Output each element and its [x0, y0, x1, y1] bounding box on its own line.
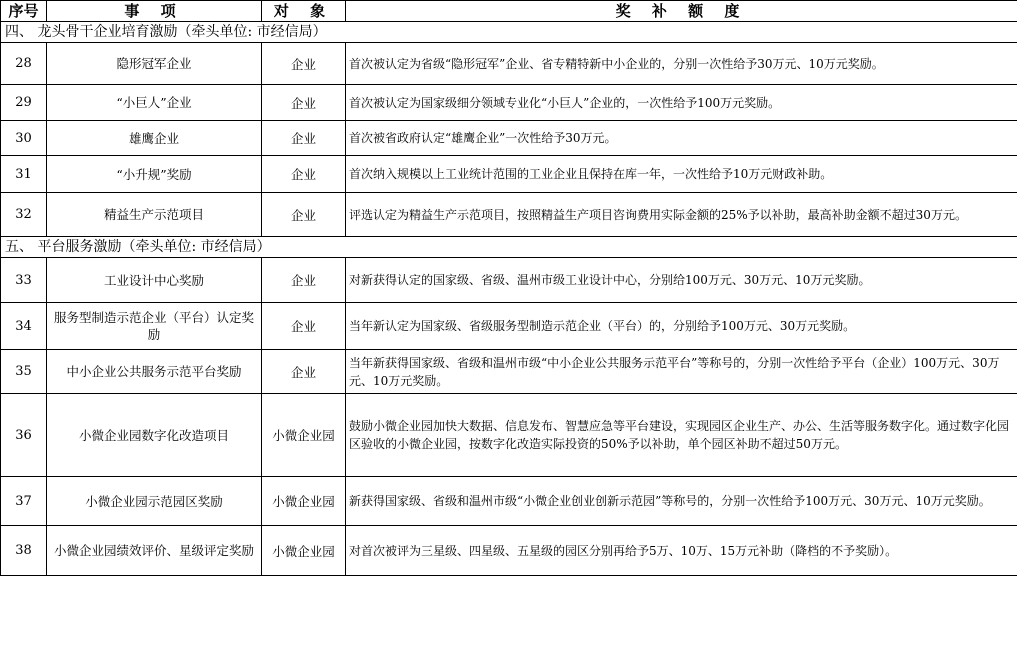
- row-object: 企业: [262, 43, 346, 85]
- row-number: 34: [1, 303, 47, 350]
- header-no: 序号: [1, 1, 47, 22]
- row-description: 首次被省政府认定“雄鹰企业”一次性给予30万元。: [346, 121, 1017, 156]
- table-row: [1, 526, 1017, 576]
- row-item: 工业设计中心奖励: [47, 258, 262, 303]
- row-object: 企业: [262, 156, 346, 193]
- row-description: 鼓励小微企业园加快大数据、信息发布、智慧应急等平台建设，实现园区企业生产、办公、生活等服务数字化。通过数字化园区验收的小微企业园，按数字化改造实际投资的50%予以补助，单个园区补助不超过50万元。: [346, 394, 1017, 477]
- row-item: 雄鹰企业: [47, 121, 262, 156]
- row-item: “小升规”奖励: [47, 156, 262, 193]
- row-description: 当年新获得国家级、省级和温州市级“中小企业公共服务示范平台”等称号的，分别一次性给予平台（企业）100万元、30万元、10万元奖励。: [346, 350, 1017, 394]
- table-row: [1, 85, 1017, 121]
- row-number: 31: [1, 156, 47, 193]
- header-item: 事 项: [47, 1, 262, 22]
- header-amount: 奖 补 额 度: [346, 1, 1017, 22]
- table-row: [1, 193, 1017, 237]
- row-item: 服务型制造示范企业（平台）认定奖励: [47, 303, 262, 350]
- row-number: 36: [1, 394, 47, 477]
- row-number: 32: [1, 193, 47, 237]
- table-row: [1, 156, 1017, 193]
- header-object: 对 象: [262, 1, 346, 22]
- row-object: 企业: [262, 303, 346, 350]
- row-object: 小微企业园: [262, 526, 346, 576]
- row-item: 精益生产示范项目: [47, 193, 262, 237]
- row-item: “小巨人”企业: [47, 85, 262, 121]
- section-title: 五、 平台服务激励（牵头单位: 市经信局）: [1, 237, 1017, 258]
- row-item: 小微企业园数字化改造项目: [47, 394, 262, 477]
- row-object: 企业: [262, 193, 346, 237]
- table-row: [1, 394, 1017, 477]
- row-item: 小微企业园绩效评价、星级评定奖励: [47, 526, 262, 576]
- row-object: 小微企业园: [262, 394, 346, 477]
- table-row: [1, 43, 1017, 85]
- row-item: 小微企业园示范园区奖励: [47, 477, 262, 526]
- row-object: 小微企业园: [262, 477, 346, 526]
- row-number: 28: [1, 43, 47, 85]
- row-object: 企业: [262, 258, 346, 303]
- row-description: 新获得国家级、省级和温州市级“小微企业创业创新示范园”等称号的，分别一次性给予100万元、30万元、10万元奖励。: [346, 477, 1017, 526]
- table-row: [1, 303, 1017, 350]
- row-number: 29: [1, 85, 47, 121]
- section-title: 四、 龙头骨干企业培育激励（牵头单位: 市经信局）: [1, 22, 1017, 43]
- row-item: 中小企业公共服务示范平台奖励: [47, 350, 262, 394]
- row-number: 33: [1, 258, 47, 303]
- section-header-4: [1, 22, 1017, 43]
- row-description: 首次纳入规模以上工业统计范围的工业企业且保持在库一年，一次性给予10万元财政补助。: [346, 156, 1017, 193]
- table-row: [1, 477, 1017, 526]
- row-item: 隐形冠军企业: [47, 43, 262, 85]
- row-number: 35: [1, 350, 47, 394]
- section-header-5: [1, 237, 1017, 258]
- row-description: 对新获得认定的国家级、省级、温州市级工业设计中心，分别给100万元、30万元、10万元奖励。: [346, 258, 1017, 303]
- table-row: [1, 121, 1017, 156]
- row-number: 38: [1, 526, 47, 576]
- row-description: 评选认定为精益生产示范项目，按照精益生产项目咨询费用实际金额的25%予以补助，最高补助金额不超过30万元。: [346, 193, 1017, 237]
- row-object: 企业: [262, 350, 346, 394]
- row-description: 首次被认定为国家级细分领域专业化“小巨人”企业的，一次性给予100万元奖励。: [346, 85, 1017, 121]
- table-header-row: [1, 1, 1017, 22]
- row-number: 30: [1, 121, 47, 156]
- row-description: 当年新认定为国家级、省级服务型制造示范企业（平台）的，分别给予100万元、30万元奖励。: [346, 303, 1017, 350]
- table-row: [1, 258, 1017, 303]
- row-object: 企业: [262, 121, 346, 156]
- row-description: 首次被认定为省级“隐形冠军”企业、省专精特新中小企业的，分别一次性给予30万元、10万元奖励。: [346, 43, 1017, 85]
- row-number: 37: [1, 477, 47, 526]
- row-object: 企业: [262, 85, 346, 121]
- row-description: 对首次被评为三星级、四星级、五星级的园区分别再给予5万、10万、15万元补助（降档的不予奖励）。: [346, 526, 1017, 576]
- table-row: [1, 350, 1017, 394]
